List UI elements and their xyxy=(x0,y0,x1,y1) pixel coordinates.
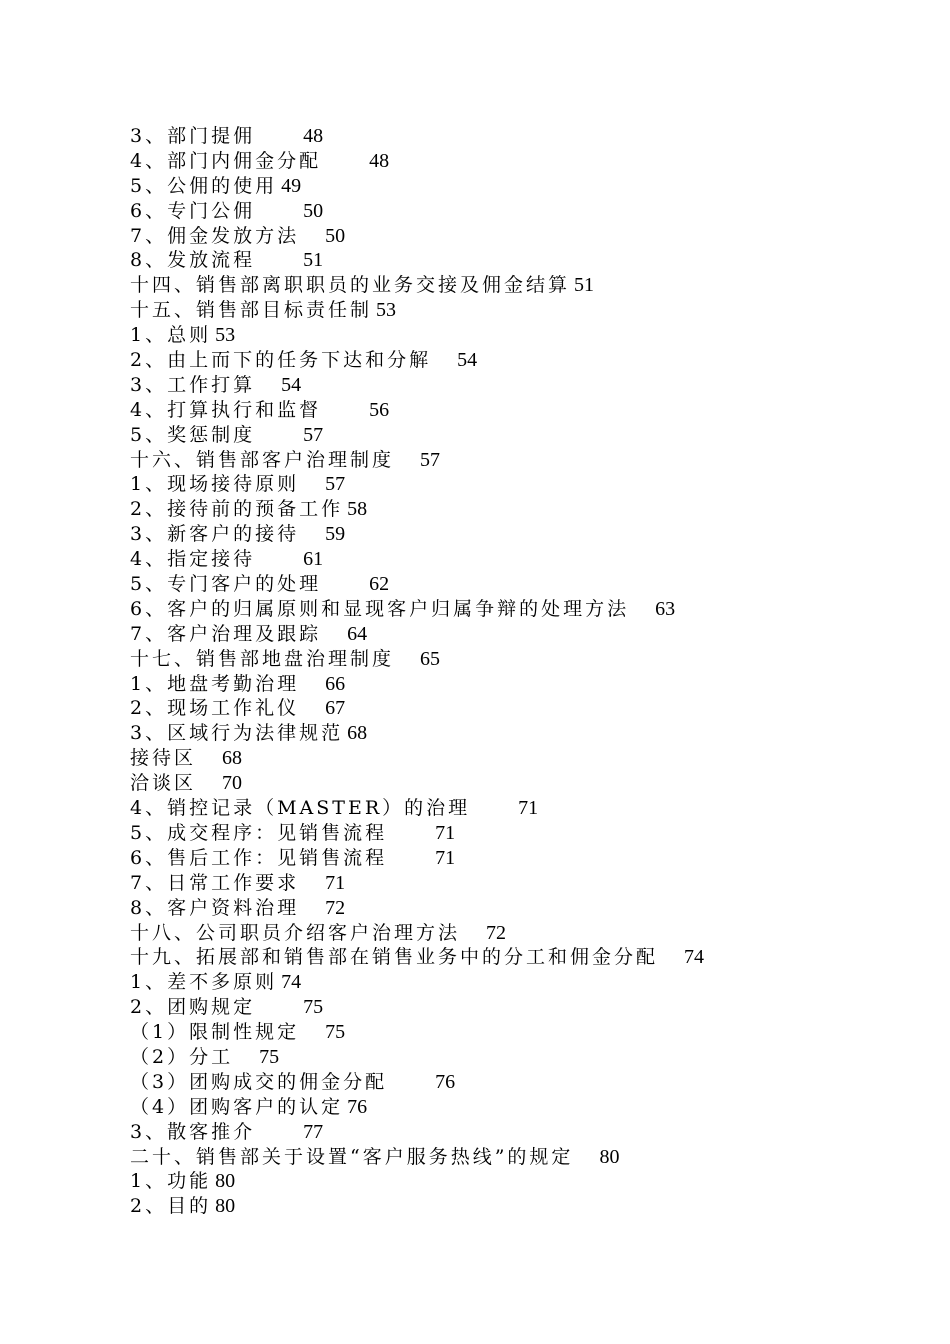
toc-entry-title: 1、现场接待原则 xyxy=(130,473,300,496)
toc-entry-page-number: 80 xyxy=(599,1145,620,1168)
toc-entry[interactable] xyxy=(130,597,910,622)
toc-entry-page-number: 66 xyxy=(325,672,346,695)
toc-entry[interactable] xyxy=(130,174,910,199)
toc-entry-page-number: 51 xyxy=(574,274,595,297)
toc-entry-page-number: 71 xyxy=(518,797,539,820)
toc-entry-page-number: 50 xyxy=(303,199,324,222)
toc-entry-page-number: 76 xyxy=(435,1070,456,1093)
toc-entry-page-number: 74 xyxy=(281,971,302,994)
toc-entry-page-number: 62 xyxy=(369,573,390,596)
toc-entry[interactable] xyxy=(130,1120,910,1145)
toc-entry[interactable] xyxy=(130,846,910,871)
toc-entry[interactable] xyxy=(130,622,910,647)
toc-entry-page-number: 76 xyxy=(347,1095,368,1118)
toc-entry-title: （2）分工 xyxy=(130,1045,234,1068)
toc-entry-page-number: 48 xyxy=(303,125,324,147)
toc-entry-page-number: 61 xyxy=(303,548,324,571)
toc-entry-title: 6、专门公佣 xyxy=(130,199,256,222)
toc-entry-title: 8、客户资料治理 xyxy=(130,896,300,919)
toc-entry-page-number: 49 xyxy=(281,174,302,197)
toc-entry-title: 5、奖惩制度 xyxy=(130,423,256,446)
toc-entry[interactable] xyxy=(130,647,910,672)
toc-page xyxy=(130,124,910,1219)
toc-entry[interactable] xyxy=(130,149,910,174)
toc-entry-page-number: 57 xyxy=(325,473,346,496)
toc-entry-page-number: 48 xyxy=(369,149,390,172)
toc-entry-title: 2、团购规定 xyxy=(130,996,256,1019)
toc-entry[interactable] xyxy=(130,273,910,298)
toc-entry-page-number: 53 xyxy=(215,324,236,347)
toc-entry-title: 3、部门提佣 xyxy=(130,125,256,147)
toc-entry-page-number: 67 xyxy=(325,697,346,720)
toc-entry-page-number: 58 xyxy=(347,498,368,521)
toc-entry[interactable] xyxy=(130,522,910,547)
toc-entry-title: 4、打算执行和监督 xyxy=(130,398,322,421)
toc-entry-title: 十四、销售部离职职员的业务交接及佣金结算 xyxy=(130,274,571,297)
toc-entry-title: 1、功能 xyxy=(130,1170,212,1193)
toc-entry[interactable] xyxy=(130,224,910,249)
toc-entry[interactable] xyxy=(130,796,910,821)
toc-entry-title: 3、散客推介 xyxy=(130,1120,256,1143)
toc-entry-title: 3、工作打算 xyxy=(130,373,256,396)
toc-entry-title: 7、日常工作要求 xyxy=(130,871,300,894)
toc-entry-page-number: 64 xyxy=(347,622,368,645)
toc-entry-page-number: 75 xyxy=(325,1021,346,1044)
toc-entry-title: 1、差不多原则 xyxy=(130,971,278,994)
toc-entry[interactable] xyxy=(130,323,910,348)
toc-entry-page-number: 80 xyxy=(215,1195,236,1218)
toc-entry-page-number: 72 xyxy=(486,921,507,944)
toc-entry[interactable] xyxy=(130,1045,910,1070)
toc-entry-title: 3、新客户的接待 xyxy=(130,523,300,546)
toc-entry-page-number: 75 xyxy=(303,996,324,1019)
toc-entry-title: 洽谈区 xyxy=(130,772,197,795)
toc-entry-title: （3）团购成交的佣金分配 xyxy=(130,1070,388,1093)
toc-entry[interactable] xyxy=(130,721,910,746)
toc-entry[interactable] xyxy=(130,921,910,946)
toc-entry-title: 1、地盘考勤治理 xyxy=(130,672,300,695)
toc-entry-page-number: 57 xyxy=(303,423,324,446)
toc-entry-title: 2、目的 xyxy=(130,1195,212,1218)
toc-entry-title: 十六、销售部客户治理制度 xyxy=(130,448,395,471)
toc-entry[interactable] xyxy=(130,398,910,423)
toc-entry[interactable] xyxy=(130,1095,910,1120)
toc-entry[interactable] xyxy=(130,871,910,896)
toc-entry-page-number: 57 xyxy=(420,448,441,471)
toc-entry[interactable] xyxy=(130,124,910,149)
toc-entry[interactable] xyxy=(130,572,910,597)
toc-entry[interactable] xyxy=(130,1194,910,1219)
toc-entry-page-number: 54 xyxy=(281,373,302,396)
toc-entry[interactable] xyxy=(130,1145,910,1170)
toc-entry[interactable] xyxy=(130,945,910,970)
toc-entry-page-number: 68 xyxy=(347,722,368,745)
toc-entry-page-number: 56 xyxy=(369,398,390,421)
toc-entry-title: 5、成交程序：见销售流程 xyxy=(130,821,388,844)
toc-entry[interactable] xyxy=(130,348,910,373)
toc-entry[interactable] xyxy=(130,448,910,473)
toc-entry[interactable] xyxy=(130,746,910,771)
toc-entry[interactable] xyxy=(130,696,910,721)
toc-entry-title: 十五、销售部目标责任制 xyxy=(130,299,373,322)
toc-entry-title: 十八、公司职员介绍客户治理方法 xyxy=(130,921,461,944)
toc-entry-page-number: 74 xyxy=(684,946,705,969)
toc-entry-page-number: 63 xyxy=(655,597,676,620)
toc-entry[interactable] xyxy=(130,199,910,224)
toc-entry-page-number: 71 xyxy=(325,871,346,894)
toc-entry[interactable] xyxy=(130,547,910,572)
toc-entry-page-number: 70 xyxy=(222,772,243,795)
toc-entry-page-number: 71 xyxy=(435,821,456,844)
toc-entry-page-number: 59 xyxy=(325,523,346,546)
toc-entry-page-number: 72 xyxy=(325,896,346,919)
toc-entry-title: 4、销控记录（MASTER）的治理 xyxy=(130,797,471,820)
toc-entry[interactable] xyxy=(130,423,910,448)
toc-entry[interactable] xyxy=(130,896,910,921)
toc-entry-page-number: 77 xyxy=(303,1120,324,1143)
toc-entry[interactable] xyxy=(130,821,910,846)
toc-entry-title: 5、公佣的使用 xyxy=(130,174,278,197)
toc-entry-title: 4、指定接待 xyxy=(130,548,256,571)
toc-entry-title: 3、区域行为法律规范 xyxy=(130,722,344,745)
toc-entry-title: 5、专门客户的处理 xyxy=(130,573,322,596)
toc-entry-title: 8、发放流程 xyxy=(130,249,256,272)
toc-entry-title: 2、由上而下的任务下达和分解 xyxy=(130,349,432,372)
toc-entry-title: 2、现场工作礼仪 xyxy=(130,697,300,720)
toc-entry-title: （4）团购客户的认定 xyxy=(130,1095,344,1118)
toc-entry[interactable] xyxy=(130,1020,910,1045)
toc-entry[interactable] xyxy=(130,472,910,497)
toc-entry[interactable] xyxy=(130,970,910,995)
toc-entry[interactable] xyxy=(130,497,910,522)
toc-entry-page-number: 51 xyxy=(303,249,324,272)
toc-entry-title: 6、客户的归属原则和显现客户归属争辩的处理方法 xyxy=(130,597,630,620)
toc-entry-page-number: 80 xyxy=(215,1170,236,1193)
toc-entry-title: 二十、销售部关于设置“客户服务热线”的规定 xyxy=(130,1145,574,1168)
toc-entry-title: 7、客户治理及跟踪 xyxy=(130,622,322,645)
toc-entry-title: （1）限制性规定 xyxy=(130,1021,300,1044)
toc-entry-title: 4、部门内佣金分配 xyxy=(130,149,322,172)
toc-entry-page-number: 50 xyxy=(325,224,346,247)
toc-entry[interactable] xyxy=(130,1070,910,1095)
toc-entry[interactable] xyxy=(130,298,910,323)
toc-entry-title: 十九、拓展部和销售部在销售业务中的分工和佣金分配 xyxy=(130,946,659,969)
toc-entry-title: 2、接待前的预备工作 xyxy=(130,498,344,521)
toc-entry-title: 十七、销售部地盘治理制度 xyxy=(130,647,395,670)
toc-entry[interactable] xyxy=(130,995,910,1020)
toc-entry[interactable] xyxy=(130,1169,910,1194)
toc-entry[interactable] xyxy=(130,771,910,796)
toc-entry-page-number: 68 xyxy=(222,747,243,770)
toc-entry[interactable] xyxy=(130,248,910,273)
toc-entry-page-number: 71 xyxy=(435,846,456,869)
toc-entry-title: 7、佣金发放方法 xyxy=(130,224,300,247)
toc-entry-title: 1、总则 xyxy=(130,324,212,347)
toc-list xyxy=(130,124,910,1219)
toc-entry[interactable] xyxy=(130,373,910,398)
toc-entry-page-number: 53 xyxy=(376,299,397,322)
toc-entry-page-number: 54 xyxy=(457,349,478,372)
toc-entry-title: 6、售后工作：见销售流程 xyxy=(130,846,388,869)
toc-entry[interactable] xyxy=(130,672,910,697)
toc-entry-title: 接待区 xyxy=(130,747,197,770)
toc-entry-page-number: 65 xyxy=(420,647,441,670)
toc-entry-page-number: 75 xyxy=(259,1045,280,1068)
